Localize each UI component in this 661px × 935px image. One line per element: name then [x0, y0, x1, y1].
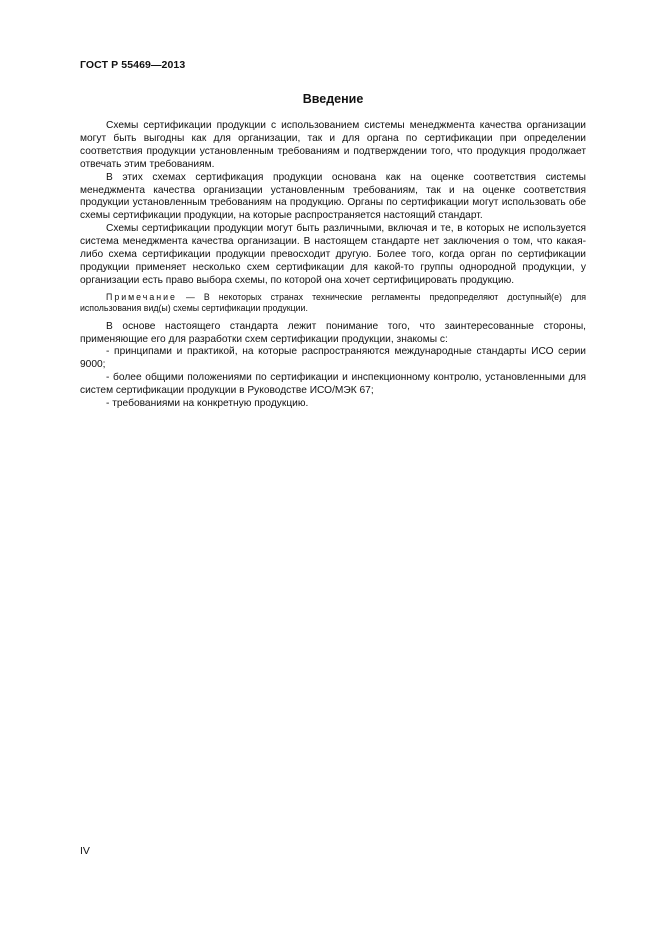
paragraph: Схемы сертификации продукции могут быть различными, включая и те, в которых не используется система менеджмента качества организации. В настоящем стандарте нет заключения о том, что какая-либо схема сертификации продукции превосходит другую. Более того, когда орган по сертификации продукции применяет несколько схем сертификации для какой-то группы однородной продукции, у организации есть право выбора схемы, по которой она хочет сертифицировать продукцию. [80, 223, 586, 286]
note-label: Примечание [106, 291, 177, 302]
basis-intro: В основе настоящего стандарта лежит понимание того, что заинтересованные стороны, применяющие его для разработки схем сертификации продукции, знакомы с: [80, 320, 586, 345]
section-title: Введение [302, 92, 364, 106]
paragraph: В этих схемах сертификация продукции основана как на оценке соответствия системы менеджмента качества организации установленным требованиям, так и на оценке соответствия продукции установленным требованиям на продукцию. Органы по сертификации могут использовать обе схемы сертификации продукции, на которые распространяется настоящий стандарт. [80, 171, 586, 222]
document-code: ГОСТ Р 55469—2013 [80, 59, 186, 71]
paragraph: Схемы сертификации продукции с использованием системы менеджмента качества организации могут быть выгодны как для организации, так и для органа по сертификации при определении соответствия продукции установленным требованиям и подтверждении того, что продукция продолжает отвечать этим требованиям. [80, 120, 586, 170]
list-item: - принципами и практикой, на которые распространяются международные стандарты ИСО серии 9000; [80, 346, 586, 371]
note-text: — В некоторых странах технические регламенты предопределяют доступный(е) для использования вид(ы) схемы сертификации продукции. [80, 291, 586, 314]
list-item: - требованиями на конкретную продукцию. [106, 398, 309, 410]
body-text [80, 120, 586, 411]
page-number: IV [80, 845, 90, 857]
list-item: - более общими положениями по сертификации и инспекционному контролю, установленными для систем сертификации продукции в Руководстве ИСО/МЭК 67; [80, 372, 586, 397]
note [80, 292, 586, 315]
